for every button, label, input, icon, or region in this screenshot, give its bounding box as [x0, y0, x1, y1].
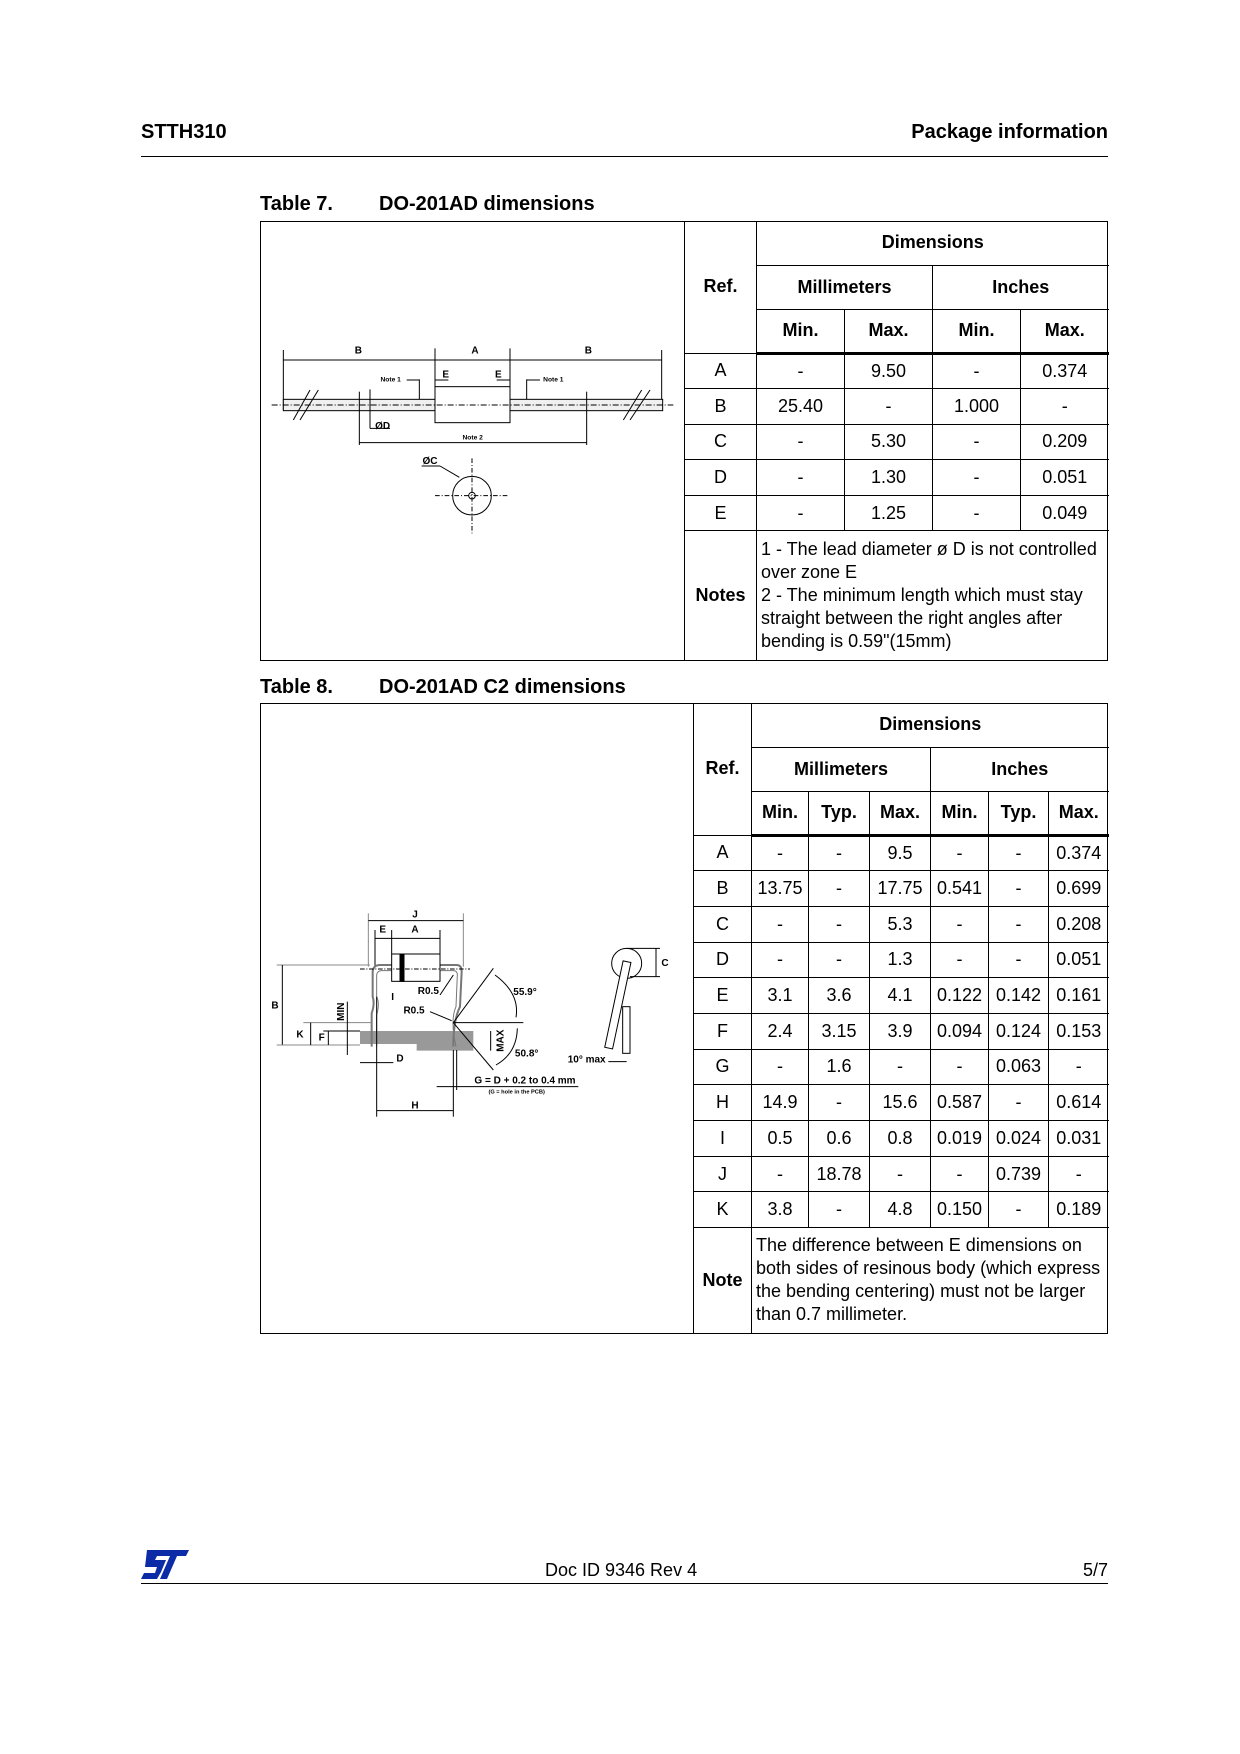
value-cell: 0.019 — [931, 1121, 989, 1157]
min-label: MIN — [336, 1002, 347, 1021]
inches-header: Inches — [933, 265, 1109, 309]
value-cell: - — [757, 495, 845, 531]
value-cell: 0.150 — [931, 1192, 989, 1228]
footer-rule — [141, 1583, 1108, 1584]
do201ad-c2-bent-lead-drawing — [260, 900, 690, 1130]
value-cell: - — [933, 495, 1021, 531]
value-cell: 1.25 — [845, 495, 933, 531]
value-cell: - — [757, 353, 845, 389]
do201ad-outline-drawing — [260, 330, 680, 550]
ref-cell: I — [694, 1121, 752, 1157]
column-header: Typ. — [809, 791, 870, 835]
doc-part-number: STTH310 — [141, 121, 227, 143]
column-header: Typ. — [989, 791, 1049, 835]
ref-cell: K — [694, 1192, 752, 1228]
column-header: Max. — [870, 791, 931, 835]
value-cell: 17.75 — [870, 871, 931, 907]
value-cell: - — [933, 353, 1021, 389]
dim-label-k: K — [296, 1029, 304, 1041]
note-item: 2 - The minimum length which must stay straight between the right angles after bending is 0.59"(15mm) — [761, 585, 1083, 652]
value-cell: 0.699 — [1049, 871, 1109, 907]
value-cell: 3.15 — [809, 1013, 870, 1049]
st-logo — [141, 1550, 189, 1579]
value-cell: 0.8 — [870, 1121, 931, 1157]
dim-label-e-right: E — [494, 369, 502, 381]
ref-header: Ref. — [685, 221, 757, 353]
value-cell: - — [989, 1085, 1049, 1121]
value-cell: 0.587 — [931, 1085, 989, 1121]
column-header: Min. — [931, 791, 989, 835]
value-cell: 3.6 — [809, 978, 870, 1014]
value-cell: 0.189 — [1049, 1192, 1109, 1228]
value-cell: 1.000 — [933, 389, 1021, 425]
value-cell: 4.8 — [870, 1192, 931, 1228]
value-cell: - — [752, 835, 809, 871]
value-cell: - — [752, 1049, 809, 1085]
column-header: Min. — [933, 309, 1021, 353]
value-cell: 9.50 — [845, 353, 933, 389]
ref-cell: G — [694, 1049, 752, 1085]
ref-cell: C — [694, 906, 752, 942]
note1-right-label: Note 1 — [543, 376, 564, 384]
dim-label-a: A — [471, 345, 479, 357]
table7-caption-title: DO-201AD dimensions — [379, 193, 595, 215]
ref-cell: J — [694, 1156, 752, 1192]
value-cell: 0.209 — [1021, 424, 1109, 460]
value-cell: - — [809, 871, 870, 907]
value-cell: 0.614 — [1049, 1085, 1109, 1121]
table-row — [694, 1049, 1109, 1085]
radius-label-outer: R0.5 — [417, 986, 439, 997]
page-number: 5/7 — [1082, 1560, 1108, 1580]
value-cell: - — [989, 942, 1049, 978]
value-cell: - — [933, 424, 1021, 460]
value-cell: - — [989, 835, 1049, 871]
value-cell: 3.1 — [752, 978, 809, 1014]
tilt-label: 10° max — [567, 1054, 606, 1066]
value-cell: 5.3 — [870, 906, 931, 942]
ref-cell: E — [694, 978, 752, 1014]
value-cell: 1.6 — [809, 1049, 870, 1085]
value-cell: - — [1049, 1049, 1109, 1085]
value-cell: 0.122 — [931, 978, 989, 1014]
table-row — [694, 1156, 1109, 1192]
dim-label-d: D — [396, 1053, 404, 1065]
dim-label-b-right: B — [584, 345, 592, 357]
value-cell: 0.374 — [1021, 353, 1109, 389]
angle-label-upper: 55.9° — [513, 987, 537, 998]
value-cell: - — [989, 1192, 1049, 1228]
ref-cell: D — [694, 942, 752, 978]
value-cell: 25.40 — [757, 389, 845, 425]
value-cell: - — [809, 942, 870, 978]
table-row — [694, 1085, 1109, 1121]
dim-label-h: H — [411, 1100, 419, 1112]
table-row — [694, 1192, 1109, 1228]
value-cell: - — [752, 1156, 809, 1192]
value-cell: - — [1021, 389, 1109, 425]
table-row — [685, 460, 1109, 496]
table-row — [694, 1121, 1109, 1157]
max-label: MAX — [495, 1029, 507, 1052]
value-cell: - — [1049, 1156, 1109, 1192]
value-cell: 3.8 — [752, 1192, 809, 1228]
ref-cell: B — [694, 871, 752, 907]
value-cell: 14.9 — [752, 1085, 809, 1121]
note2-label: Note 2 — [462, 434, 483, 442]
millimeters-header: Millimeters — [757, 265, 933, 309]
table8-caption-number: Table 8. — [260, 676, 333, 698]
value-cell: 3.9 — [870, 1013, 931, 1049]
table8-dimensions — [693, 703, 1109, 1333]
hole-note-label: (G = hole in the PCB) — [488, 1089, 545, 1096]
table-row — [685, 424, 1109, 460]
dim-label-i: I — [391, 992, 395, 1003]
value-cell: 0.142 — [989, 978, 1049, 1014]
dimensions-header: Dimensions — [757, 221, 1109, 265]
value-cell: 9.5 — [870, 835, 931, 871]
dim-label-e-left: E — [442, 369, 450, 381]
value-cell: - — [870, 1049, 931, 1085]
dim-label-j: J — [412, 909, 418, 921]
ref-cell: B — [685, 389, 757, 425]
value-cell: - — [989, 906, 1049, 942]
value-cell: - — [809, 906, 870, 942]
table-row — [685, 389, 1109, 425]
radius-label-inner: R0.5 — [403, 1005, 425, 1017]
notes-text: The difference between E dimensions on both sides of resinous body (which express the bending centering) must not be larger than 0.7 millimeter. — [752, 1228, 1109, 1333]
value-cell: - — [931, 835, 989, 871]
value-cell: 0.6 — [809, 1121, 870, 1157]
value-cell: 5.30 — [845, 424, 933, 460]
value-cell: 0.374 — [1049, 835, 1109, 871]
table-row — [694, 871, 1109, 907]
dim-label-oc: ØC — [422, 456, 438, 467]
column-header: Max. — [845, 309, 933, 353]
table-row — [694, 1013, 1109, 1049]
header-rule — [141, 156, 1108, 157]
notes-label: Notes — [685, 531, 757, 660]
column-header: Min. — [752, 791, 809, 835]
value-cell: - — [989, 871, 1049, 907]
value-cell: - — [870, 1156, 931, 1192]
value-cell: 2.4 — [752, 1013, 809, 1049]
value-cell: 0.153 — [1049, 1013, 1109, 1049]
ref-cell: H — [694, 1085, 752, 1121]
ref-cell: E — [685, 495, 757, 531]
value-cell: - — [931, 942, 989, 978]
value-cell: 0.031 — [1049, 1121, 1109, 1157]
table8-caption-title: DO-201AD C2 dimensions — [379, 676, 626, 698]
notes-text — [757, 531, 1109, 660]
hole-size-label: G = D + 0.2 to 0.4 mm — [474, 1075, 576, 1087]
value-cell: - — [757, 424, 845, 460]
value-cell: - — [931, 906, 989, 942]
table-row — [685, 353, 1109, 389]
dim-label-c: C — [661, 958, 669, 969]
table7-caption-number: Table 7. — [260, 193, 333, 215]
angle-label-lower: 50.8° — [514, 1048, 539, 1060]
value-cell: - — [931, 1156, 989, 1192]
note1-left-label: Note 1 — [380, 376, 401, 384]
ref-cell: A — [694, 835, 752, 871]
value-cell: 0.739 — [989, 1156, 1049, 1192]
dim-label-a: A — [411, 924, 419, 936]
value-cell: - — [933, 460, 1021, 496]
value-cell: 0.094 — [931, 1013, 989, 1049]
table7-dimensions — [684, 221, 1109, 660]
value-cell: - — [752, 942, 809, 978]
value-cell: 1.30 — [845, 460, 933, 496]
millimeters-header: Millimeters — [752, 747, 931, 791]
value-cell: 4.1 — [870, 978, 931, 1014]
ref-cell: F — [694, 1013, 752, 1049]
value-cell: 15.6 — [870, 1085, 931, 1121]
value-cell: 0.541 — [931, 871, 989, 907]
notes-label: Note — [694, 1228, 752, 1333]
table-row — [694, 906, 1109, 942]
value-cell: 0.208 — [1049, 906, 1109, 942]
value-cell: - — [757, 460, 845, 496]
value-cell: 13.75 — [752, 871, 809, 907]
column-header: Min. — [757, 309, 845, 353]
value-cell: 0.049 — [1021, 495, 1109, 531]
doc-id: Doc ID 9346 Rev 4 — [545, 1560, 698, 1580]
value-cell: 0.024 — [989, 1121, 1049, 1157]
value-cell: - — [845, 389, 933, 425]
column-header: Max. — [1021, 309, 1109, 353]
dim-label-b-left: B — [354, 345, 362, 357]
table-row — [694, 942, 1109, 978]
value-cell: 1.3 — [870, 942, 931, 978]
value-cell: - — [809, 1192, 870, 1228]
value-cell: 18.78 — [809, 1156, 870, 1192]
table-row — [694, 978, 1109, 1014]
dimensions-header: Dimensions — [752, 703, 1109, 747]
value-cell: 0.051 — [1049, 942, 1109, 978]
value-cell: - — [809, 835, 870, 871]
table-row — [685, 495, 1109, 531]
section-title: Package information — [911, 121, 1108, 143]
inches-header: Inches — [931, 747, 1109, 791]
column-header: Max. — [1049, 791, 1109, 835]
value-cell: 0.5 — [752, 1121, 809, 1157]
value-cell: 0.124 — [989, 1013, 1049, 1049]
note-item: 1 - The lead diameter ø D is not controlled over zone E — [761, 539, 1097, 583]
ref-cell: D — [685, 460, 757, 496]
dim-label-e: E — [379, 924, 387, 936]
value-cell: - — [752, 906, 809, 942]
value-cell: - — [809, 1085, 870, 1121]
ref-header: Ref. — [694, 703, 752, 835]
value-cell: 0.051 — [1021, 460, 1109, 496]
dim-label-od: ØD — [375, 421, 391, 432]
table-row — [694, 835, 1109, 871]
dim-label-f: F — [318, 1032, 325, 1044]
ref-cell: A — [685, 353, 757, 389]
dim-label-b: B — [271, 1000, 279, 1012]
value-cell: - — [931, 1049, 989, 1085]
value-cell: 0.063 — [989, 1049, 1049, 1085]
ref-cell: C — [685, 424, 757, 460]
value-cell: 0.161 — [1049, 978, 1109, 1014]
